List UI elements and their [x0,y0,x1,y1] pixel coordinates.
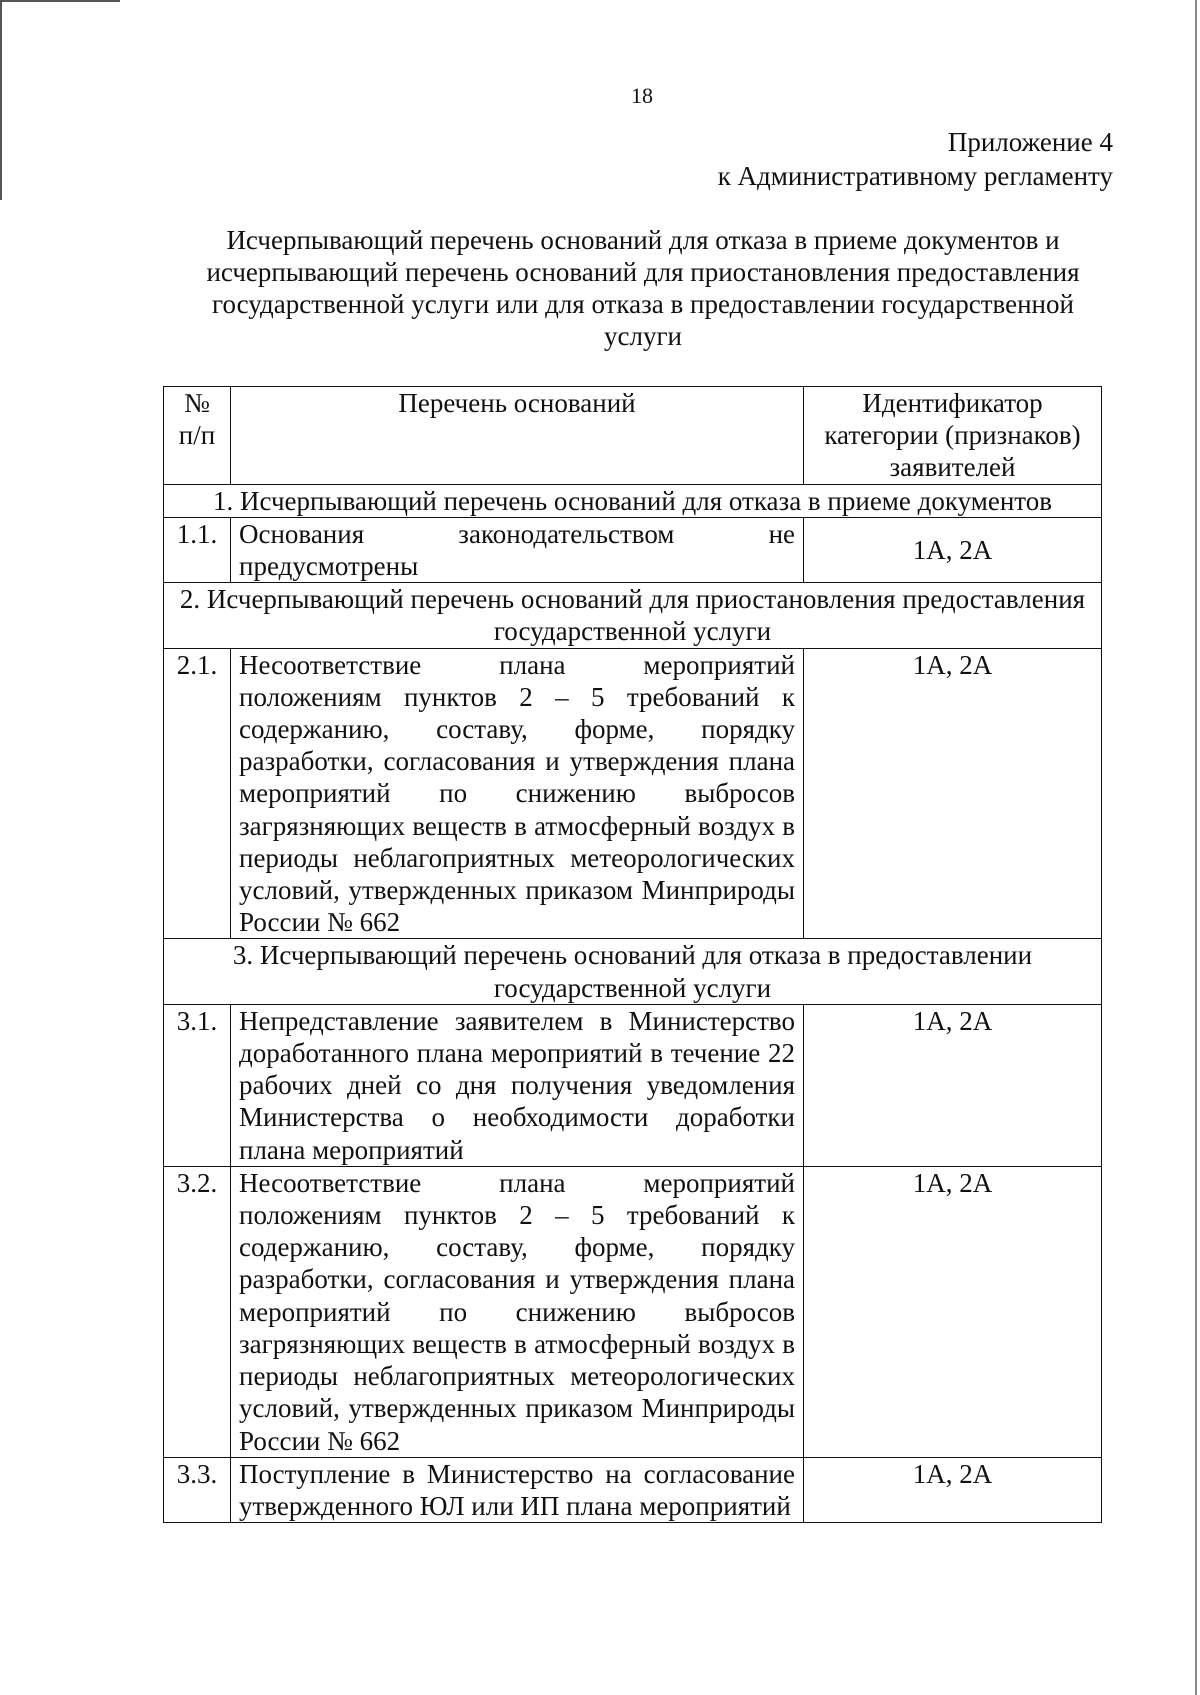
header-reasons: Перечень оснований [231,387,804,485]
appendix-label [718,125,1113,193]
scan-edge-right [1195,0,1197,1695]
title-line-4: услуги [604,321,682,351]
title-line-3: государственной услуги или для отказа в предоставлении государственной [212,289,1074,319]
appendix-line-1: Приложение 4 [947,127,1113,157]
row-identifier: 1А, 2А [804,1004,1102,1166]
row-text: Непредставление заявителем в Министерство доработанного плана мероприятий в течение 22 рабочих дней со дня получения уведомления Министерства о необходимости доработки плана мероприятий [231,1004,804,1166]
document-title [163,224,1123,352]
table-header-row [164,387,1102,485]
row-num: 3.3. [164,1457,231,1522]
row-identifier: 1А, 2А [804,1166,1102,1457]
section-row [164,484,1102,517]
row-identifier: 1А, 2А [804,648,1102,939]
appendix-line-2: к Административному регламенту [717,161,1113,191]
row-num: 3.1. [164,1004,231,1166]
row-text: Несоответствие плана мероприятий положениям пунктов 2 – 5 требований к содержанию, составу, форме, порядку разработки, согласования и утверждения плана мероприятий по снижению выбросов загрязняющих веществ в атмосферный воздух в периоды неблагоприятных метеорологических условий, утвержденных приказом Минприроды России № 662 [231,1166,804,1457]
reasons-table [163,386,1102,1523]
page-number: 18 [631,83,653,108]
table-row [164,1166,1102,1457]
row-identifier: 1А, 2А [804,517,1102,582]
title-line-2: исчерпывающий перечень оснований для приостановления предоставления [206,257,1080,287]
row-identifier: 1А, 2А [804,1457,1102,1522]
section-2-title: 2. Исчерпывающий перечень оснований для приостановления предоставления государственной услуги [164,583,1102,648]
table-row [164,1457,1102,1522]
section-row [164,583,1102,648]
row-text: Поступление в Министерство на согласование утвержденного ЮЛ или ИП плана мероприятий [231,1457,804,1522]
title-line-1: Исчерпывающий перечень оснований для отказа в приеме документов и [226,225,1060,255]
section-row [164,939,1102,1004]
section-3-title: 3. Исчерпывающий перечень оснований для отказа в предоставлении государственной услуги [164,939,1102,1004]
header-num: № п/п [164,387,231,485]
section-1-title: 1. Исчерпывающий перечень оснований для отказа в приеме документов [164,484,1102,517]
table-row [164,517,1102,582]
header-identifier: Идентификатор категории (признаков) заявителей [804,387,1102,485]
row-text: Несоответствие плана мероприятий положениям пунктов 2 – 5 требований к содержанию, составу, форме, порядку разработки, согласования и утверждения плана мероприятий по снижению выбросов загрязняющих веществ в атмосферный воздух в периоды неблагоприятных метеорологических условий, утвержденных приказом Минприроды России № 662 [231,648,804,939]
scan-edge-top [0,0,120,2]
table-row [164,648,1102,939]
row-num: 3.2. [164,1166,231,1457]
row-num: 2.1. [164,648,231,939]
row-text: Основания законодательством не предусмотрены [231,517,804,582]
row-num: 1.1. [164,517,231,582]
table-row [164,1004,1102,1166]
